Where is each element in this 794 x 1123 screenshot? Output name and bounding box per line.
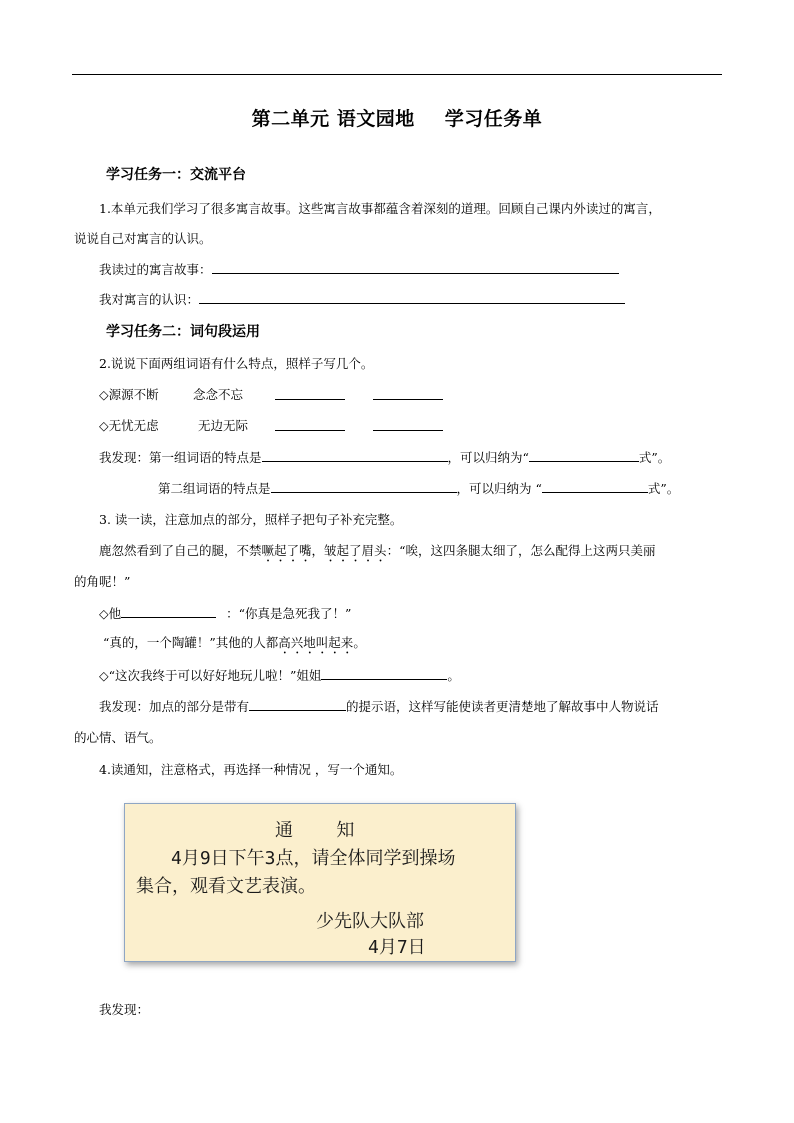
deer-sentence-line1 (99, 541, 655, 565)
notice-sender: 少先队大队部 (316, 911, 424, 932)
jar-sentence-row (103, 633, 366, 657)
dotted-phrase: 高兴地叫起来 (278, 635, 354, 650)
sentence-text: ：“唉，这四条腿太细了，怎么配得上这两只美丽 (386, 543, 656, 558)
notice-title: 通 知 (275, 820, 355, 841)
header-rule (72, 74, 722, 75)
finding-text: 我发现：第一组词语的特点是 (99, 450, 262, 465)
finding-text: ，可以归纳为“ (447, 450, 529, 465)
sentence-text: 鹿忽然看到了自己的腿，不禁 (99, 543, 262, 558)
he-blank[interactable] (121, 605, 216, 618)
bullet-diamond: ◇ (99, 418, 109, 433)
q3-text: 3. 读一读，注意加点的部分，照样子把句子补充完整。 (99, 512, 403, 527)
notice-body-line1: 4月9日下午3点，请全体同学到操场 (171, 848, 456, 869)
group2-blank-1[interactable] (275, 416, 345, 435)
notice-body-line2: 集合，观看文艺表演。 (136, 876, 316, 897)
group2-feature-blank[interactable] (271, 480, 457, 493)
read-fables-label: 我读过的寓言故事： (99, 262, 212, 277)
dotted-phrase: 噘起了嘴 (261, 543, 312, 558)
word-example: 念念不忘 (193, 387, 244, 402)
finding-text: 式”。 (647, 481, 680, 496)
q4-text: 4.读通知，注意格式，再选择一种情况 ，写一个通知。 (99, 762, 403, 777)
fable-understanding-row (99, 290, 625, 308)
task1-heading: 学习任务一：交流平台 (106, 167, 246, 183)
sentence-text: “真的，一个陶罐！”其他的人都 (103, 635, 279, 650)
finding-group1-row (99, 448, 670, 466)
group2-blank-2[interactable] (373, 416, 443, 435)
sentence-text: ：“你真是急死我了！” (226, 606, 352, 621)
group1-pattern-blank[interactable] (529, 449, 639, 462)
sentence-text: 。 (447, 668, 460, 683)
dotted-phrase: 皱起了眉头 (324, 543, 387, 558)
q1-text-line2: 说说自己对寓言的认识。 (74, 231, 212, 246)
deer-sentence-line2: 的角呢！” (74, 574, 131, 589)
finding-q3-row (99, 697, 659, 715)
group1-blank-1[interactable] (275, 385, 345, 404)
finding-text: 我发现：加点的部分是带有 (99, 699, 250, 714)
sister-blank[interactable] (321, 667, 447, 680)
prompt-type-blank[interactable] (249, 698, 346, 711)
q1-text-line1: 1.本单元我们学习了很多寓言故事。这些寓言故事都蕴含着深刻的道理。回顾自己课内外读过的寓言， (99, 201, 661, 216)
read-fables-blank[interactable] (212, 261, 619, 274)
group1-feature-blank[interactable] (262, 449, 448, 462)
bullet-diamond: ◇ (99, 387, 109, 402)
sentence-text: 。 (353, 635, 366, 650)
group2-pattern-blank[interactable] (542, 480, 648, 493)
fable-understanding-label: 我对寓言的认识： (99, 292, 200, 307)
finding-group2-row (158, 479, 679, 497)
word-example: 无边无际 (198, 418, 249, 433)
notice-card (124, 803, 516, 962)
he-sentence-row (99, 604, 351, 622)
group1-blank-2[interactable] (373, 385, 443, 404)
task2-heading: 学习任务二：词句段运用 (106, 324, 260, 340)
finding-text: ，可以归纳为 “ (456, 481, 542, 496)
sister-sentence-row (99, 666, 460, 684)
sentence-text: ◇他 (99, 606, 122, 621)
finding-text: 式”。 (638, 450, 671, 465)
sentence-text: ， (311, 543, 325, 558)
sentence-text: ◇“这次我终于可以好好地玩儿啦！”姐姐 (99, 668, 322, 683)
finding-q4: 我发现： (99, 1002, 150, 1017)
page-title: 第二单元 语文园地 学习任务单 (251, 108, 543, 130)
word-group2-row (99, 416, 159, 434)
q2-text: 2.说说下面两组词语有什么特点，照样子写几个。 (99, 356, 374, 371)
word-example: 源源不断 (108, 387, 159, 402)
word-example: 无忧无虑 (108, 418, 159, 433)
notice-date: 4月7日 (368, 937, 426, 958)
fable-understanding-blank[interactable] (199, 291, 625, 304)
finding-q3-line2: 的心情、语气。 (74, 730, 162, 745)
word-group1-row (99, 385, 159, 403)
finding-text: 第二组词语的特点是 (158, 481, 271, 496)
finding-text: 的提示语，这样写能使读者更清楚地了解故事中人物说话 (346, 699, 659, 714)
read-fables-row (99, 260, 619, 278)
